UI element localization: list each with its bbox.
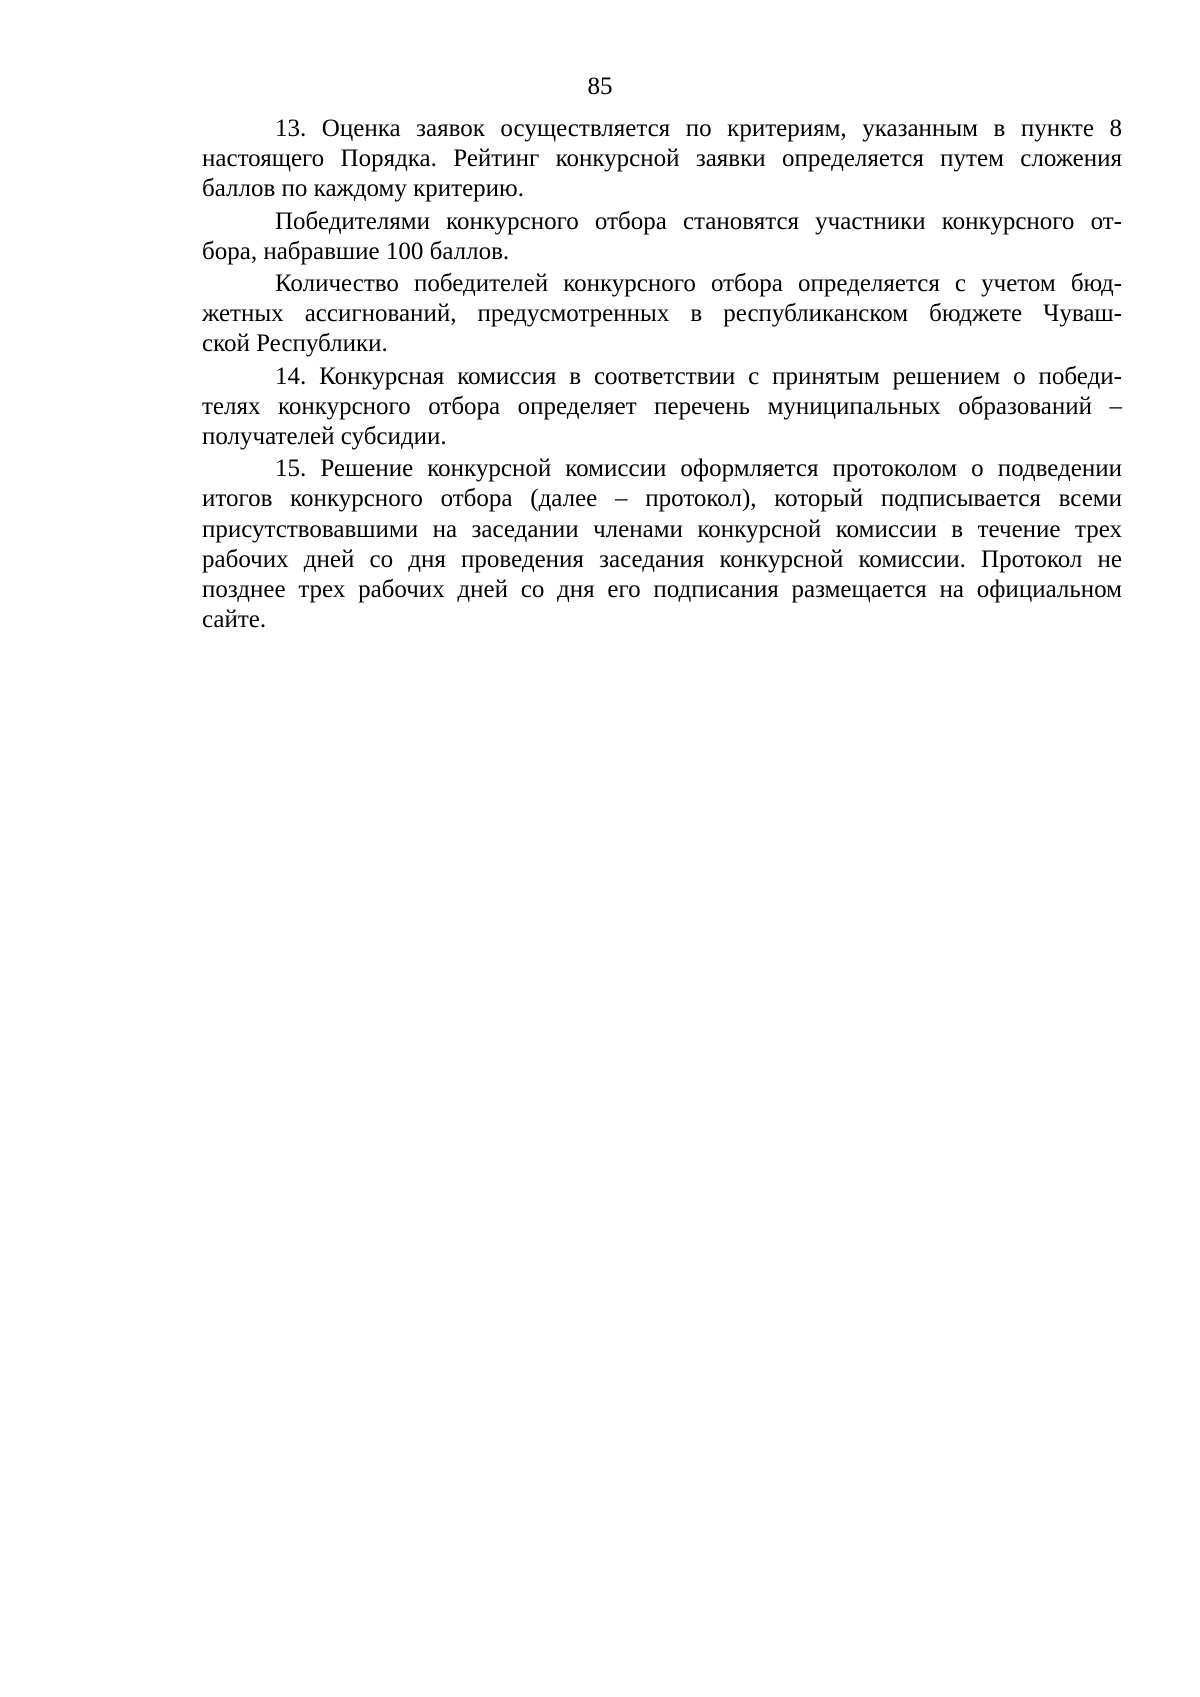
text-line: позднее трех рабочих дней со дня его подписания размещается на официальном (202, 576, 1122, 604)
text-line: сайте. (202, 606, 267, 634)
text-line: баллов по каждому критерию. (202, 175, 524, 203)
text-line: жетных ассигнований, предусмотренных в республиканском бюджете Чуваш- (202, 300, 1122, 328)
text-line: 15. Решение конкурсной комиссии оформляется протоколом о подведении (275, 455, 1122, 483)
paragraph-winners (202, 207, 1122, 267)
page-number: 85 (587, 73, 613, 100)
text-line: настоящего Порядка. Рейтинг конкурсной заявки определяется путем сложения (202, 145, 1122, 173)
text-line: телях конкурсного отбора определяет перечень муниципальных образований – (202, 392, 1122, 420)
text-line: 13. Оценка заявок осуществляется по критериям, указанным в пункте 8 (275, 115, 1122, 142)
text-line: итогов конкурсного отбора (далее – протокол), который подписывается всеми (202, 485, 1122, 513)
text-line: рабочих дней со дня проведения заседания конкурсной комиссии. Протокол не (202, 545, 1122, 573)
paragraph-13 (202, 114, 1122, 205)
text-line: 14. Конкурсная комиссия в соответствии с принятым решением о победи- (275, 362, 1122, 390)
text-line: Победителями конкурсного отбора становятся участники конкурсного от- (275, 207, 1122, 235)
text-line: присутствовавшими на заседании членами конкурсной комиссии в течение трех (202, 515, 1122, 543)
text-line: бора, набравшие 100 баллов. (202, 237, 510, 265)
document-body (202, 114, 1122, 635)
paragraph-winners-count (202, 269, 1122, 360)
paragraph-15 (202, 454, 1122, 635)
text-line: получателей субсидии. (202, 423, 447, 451)
text-line: ской Республики. (202, 330, 388, 358)
text-line: Количество победителей конкурсного отбора определяется с учетом бюд- (275, 270, 1122, 298)
paragraph-14 (202, 362, 1122, 453)
